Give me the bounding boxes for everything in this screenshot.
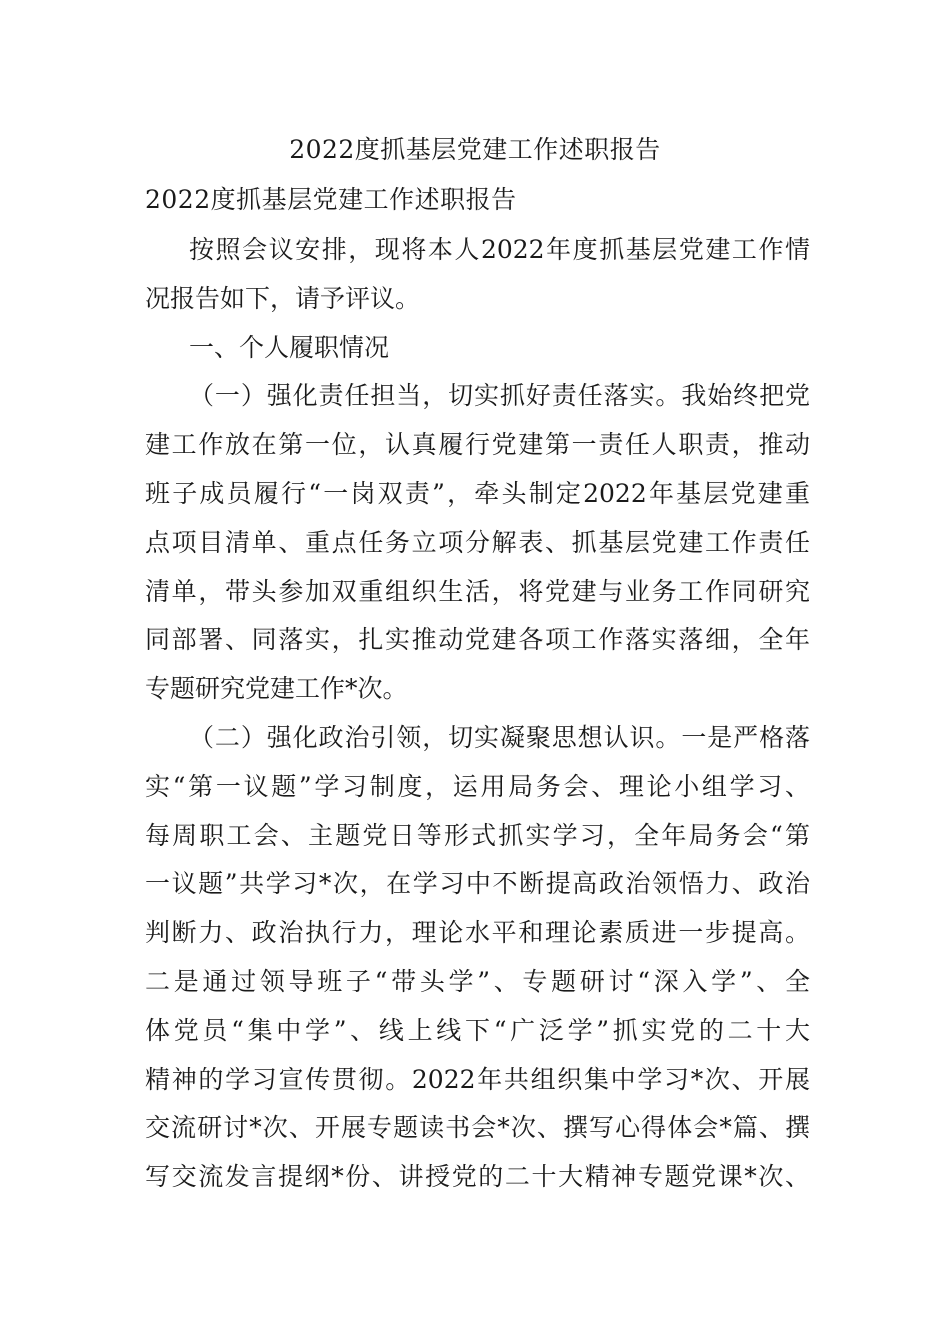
paragraph-line: 交流研讨*次、开展专题读书会*次、撰写心得体会*篇、撰 — [145, 1113, 810, 1143]
paragraph-line: 二是通过领导班子“带头学”、专题研讨“深入学”、全 — [145, 966, 810, 996]
paragraph-line: 清单，带头参加双重组织生活，将党建与业务工作同研究 — [145, 576, 810, 606]
paragraph-line: 写交流发言提纲*份、讲授党的二十大精神专题党课*次、 — [145, 1162, 810, 1192]
paragraph-line: 班子成员履行“一岗双责”，牵头制定2022年基层党建重 — [145, 478, 810, 508]
paragraph-line: 专题研究党建工作*次。 — [145, 674, 408, 704]
paragraph-line: 同部署、同落实，扎实推动党建各项工作落实落细，全年 — [145, 625, 810, 655]
paragraph-line: （一）强化责任担当，切实抓好责任落实。我始终把党 — [189, 381, 810, 411]
document-title: 2022度抓基层党建工作述职报告 — [289, 135, 661, 164]
paragraph-line: 况报告如下，请予评议。 — [145, 283, 421, 313]
paragraph-line: （二）强化政治引领，切实凝聚思想认识。一是严格落 — [189, 722, 810, 752]
paragraph-line: 建工作放在第一位，认真履行党建第一责任人职责，推动 — [145, 430, 810, 460]
document-body — [145, 226, 810, 1202]
section-heading: 一、个人履职情况 — [189, 332, 390, 362]
paragraph-line: 每周职工会、主题党日等形式抓实学习，全年局务会“第 — [145, 820, 810, 850]
paragraph-line: 精神的学习宣传贯彻。2022年共组织集中学习*次、开展 — [145, 1064, 810, 1094]
paragraph-line: 实“第一议题”学习制度，运用局务会、理论小组学习、 — [145, 771, 810, 801]
paragraph-line: 判断力、政治执行力，理论水平和理论素质进一步提高。 — [145, 918, 810, 948]
paragraph-line: 点项目清单、重点任务立项分解表、抓基层党建工作责任 — [145, 527, 810, 557]
document-subtitle: 2022度抓基层党建工作述职报告 — [145, 185, 517, 214]
paragraph-line: 按照会议安排，现将本人2022年度抓基层党建工作情 — [189, 235, 810, 264]
paragraph-line: 体党员“集中学”、线上线下“广泛学”抓实党的二十大 — [145, 1015, 810, 1045]
paragraph-line: 一议题”共学习*次，在学习中不断提高政治领悟力、政治 — [145, 869, 810, 899]
